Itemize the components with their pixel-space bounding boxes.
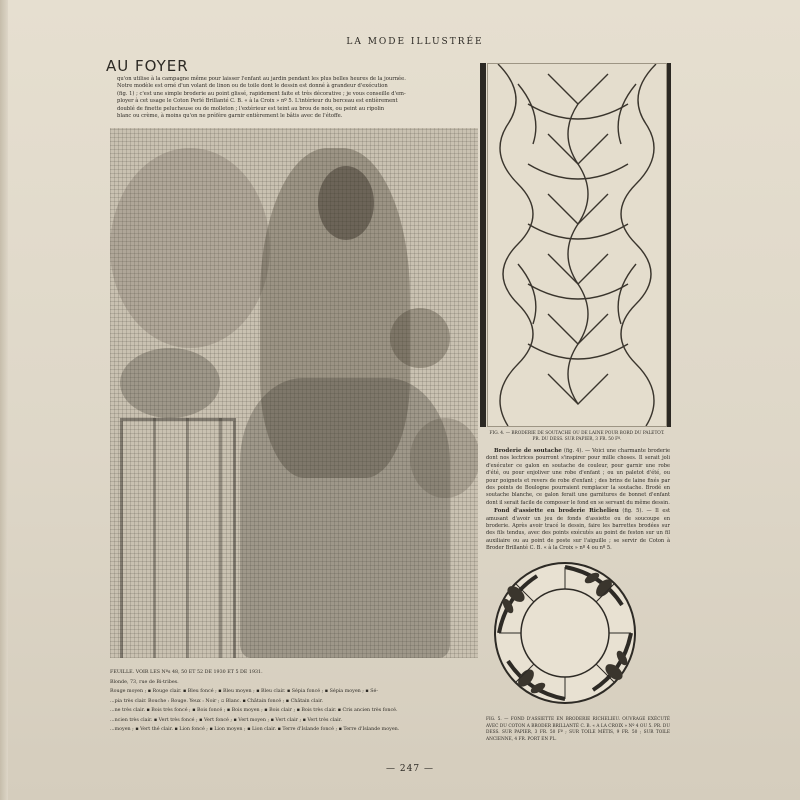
heading-soutache: Broderie de soutache [494,448,562,454]
legend-line: ...ncien très clair. ▪ Vert très foncé ; ▪ Vert foncé ; ▪ Vert moyen ; ▪ Vert clair ; ▪ Vert très clair. [110,717,342,723]
intro-line: blanc ou crème, à moins qu'on ne préfère garnir entièrement le bâtis avec de l'étoffe. [117,113,343,120]
running-header: LA MODE ILLUSTRÉE [346,37,484,47]
paragraph-soutache-text: (fig. 4). — Voici une charmante broderie dont nos lectrices pourront s'inspirer pour mille choses. Il serait joli d'exécuter ce galon en soutache de couleur, pour garnir une robe d'été, ou pour enjoliver une robe d'enfant ; ou un paletot d'été, ou pour poignets et revers de robe d'enfant ; des brins de laine fixés par des points de Boulogne pourraient remplacer la soutache. Brodé en soutache blanche, ce galon ferait une garnitures de bonnet d'enfant dont il serait facile de composer le fond en se servant du même dessin. [486,448,670,506]
article-column [486,448,670,554]
woman-head [318,166,374,240]
legend-line: FEUILLE. VOIR LES Nºs 48, 50 ET 52 DE 1930 ET 5 DE 1931. [110,670,263,675]
paragraph-richelieu [486,508,670,552]
figure-4-caption: FIG. 4. — BRODERIE DE SOUTACHE OU DE LAINE POUR BORD DU PALETOT. PR. DU DESS. SUR PAPIER, 3 FR. 50 Fº. [489,431,665,443]
border-bar-left [480,63,486,427]
section-title: AU FOYER [106,57,189,75]
figure-5-caption: FIG. 5. — FOND D'ASSIETTE EN BRODERIE RICHELIEU. OUVRAGE EXÉCUTÉ AVEC DU COTON A BRODER BRILLANTÉ C. B. « A LA CROIX » Nº 4 OU 5. PR. DU DESS. SUR PAPIER, 3 FR. 50 Fº ; SUR TOILE MÉTIS, 9 FR. 50 ; SUR TOILE ANCIENNE, 4 FR. PORT EN PL. [486,717,670,742]
tree-motif [110,148,270,348]
intro-line: Notre modèle est orné d'un volant de linon ou de toile dont le dessin est donné à grandeur d'exécution [117,83,388,90]
paragraph-richelieu-text: (fig. 5). — Il est amusant d'avoir un jeu de fonds d'assiette ou de soucoupe en broderie. Après avoir tracé le dessin, faire les barrettes brodées sur des fils tendus, avec des points exécutés au point de feston sur un fil auxiliaire ou au point de poste sur l'aiguille ; se servir de Coton à Broder Brillanté C. B. « à la Croix » nº 4 ou nº 5. [486,508,671,552]
soutache-pattern [488,64,666,426]
heading-richelieu: Fond d'assiette en broderie Richelieu [494,508,619,515]
page-edge [0,0,8,800]
legend-line: ...moyen ; ▪ Vert thé clair. ▪ Lion foncé ; ▪ Lion moyen ; ▪ Lion clair. ▪ Terre d'Islande foncé ; ▪ Terre d'Islande moyen. [110,727,400,732]
woman-skirt [240,378,450,658]
cross-stitch-pattern-illustration [110,128,478,658]
flower-motif [390,308,450,368]
legend-line: ...pia très clair. Bouche : Rouge. Yeux : Noir ; ▫ Blanc. ▪ Châtain foncé ; ▪ Châtain clair. [110,698,324,704]
richelieu-plate-illustration [492,560,638,706]
intro-line: (fig. 1) ; c'est une simple broderie au point glissé, rapidement faite et très décorative ; je vous conseille d'em- [117,90,406,97]
richelieu-plate-pattern [492,560,638,706]
cradle-motif [120,348,220,418]
legend-line: Rouge moyen ; ▪ Rouge clair. ▪ Bleu foncé ; ▪ Bleu moyen ; ▪ Bleu clair. ▪ Sépia foncé ; ▪ Sépia moyen ; ▪ Sé- [110,689,378,694]
soutache-border-illustration [487,63,667,427]
intro-paragraph [117,76,473,120]
page-number: — 247 — [386,764,434,774]
intro-line: doublé de finette pelucheuse ou de molleton ; l'extérieur est teint au brou de noix, ou peint au ripolin [117,105,385,112]
paragraph-soutache [486,448,670,507]
legend-line: Blonde, 73, rue de Bi-tribes. [110,679,179,685]
intro-line: qu'on utilise à la campagne même pour laisser l'enfant au jardin pendant les plus belles heures de la journée. [117,76,406,82]
color-legend [110,668,478,735]
intro-line: ployer à cet usage le Coton Perlé Brillanté C. B. « à la Croix » nº 5. L'intérieur du berceau est entièrement [117,98,398,105]
flower-motif [410,418,478,498]
window-grid-motif [120,418,236,658]
legend-line: ...ne très clair. ▪ Bois très foncé ; ▪ Bois foncé ; ▪ Bois moyen ; ▪ Bois clair ; ▪ Bois très clair. ▪ Cris ancien très foncé. [110,708,398,713]
